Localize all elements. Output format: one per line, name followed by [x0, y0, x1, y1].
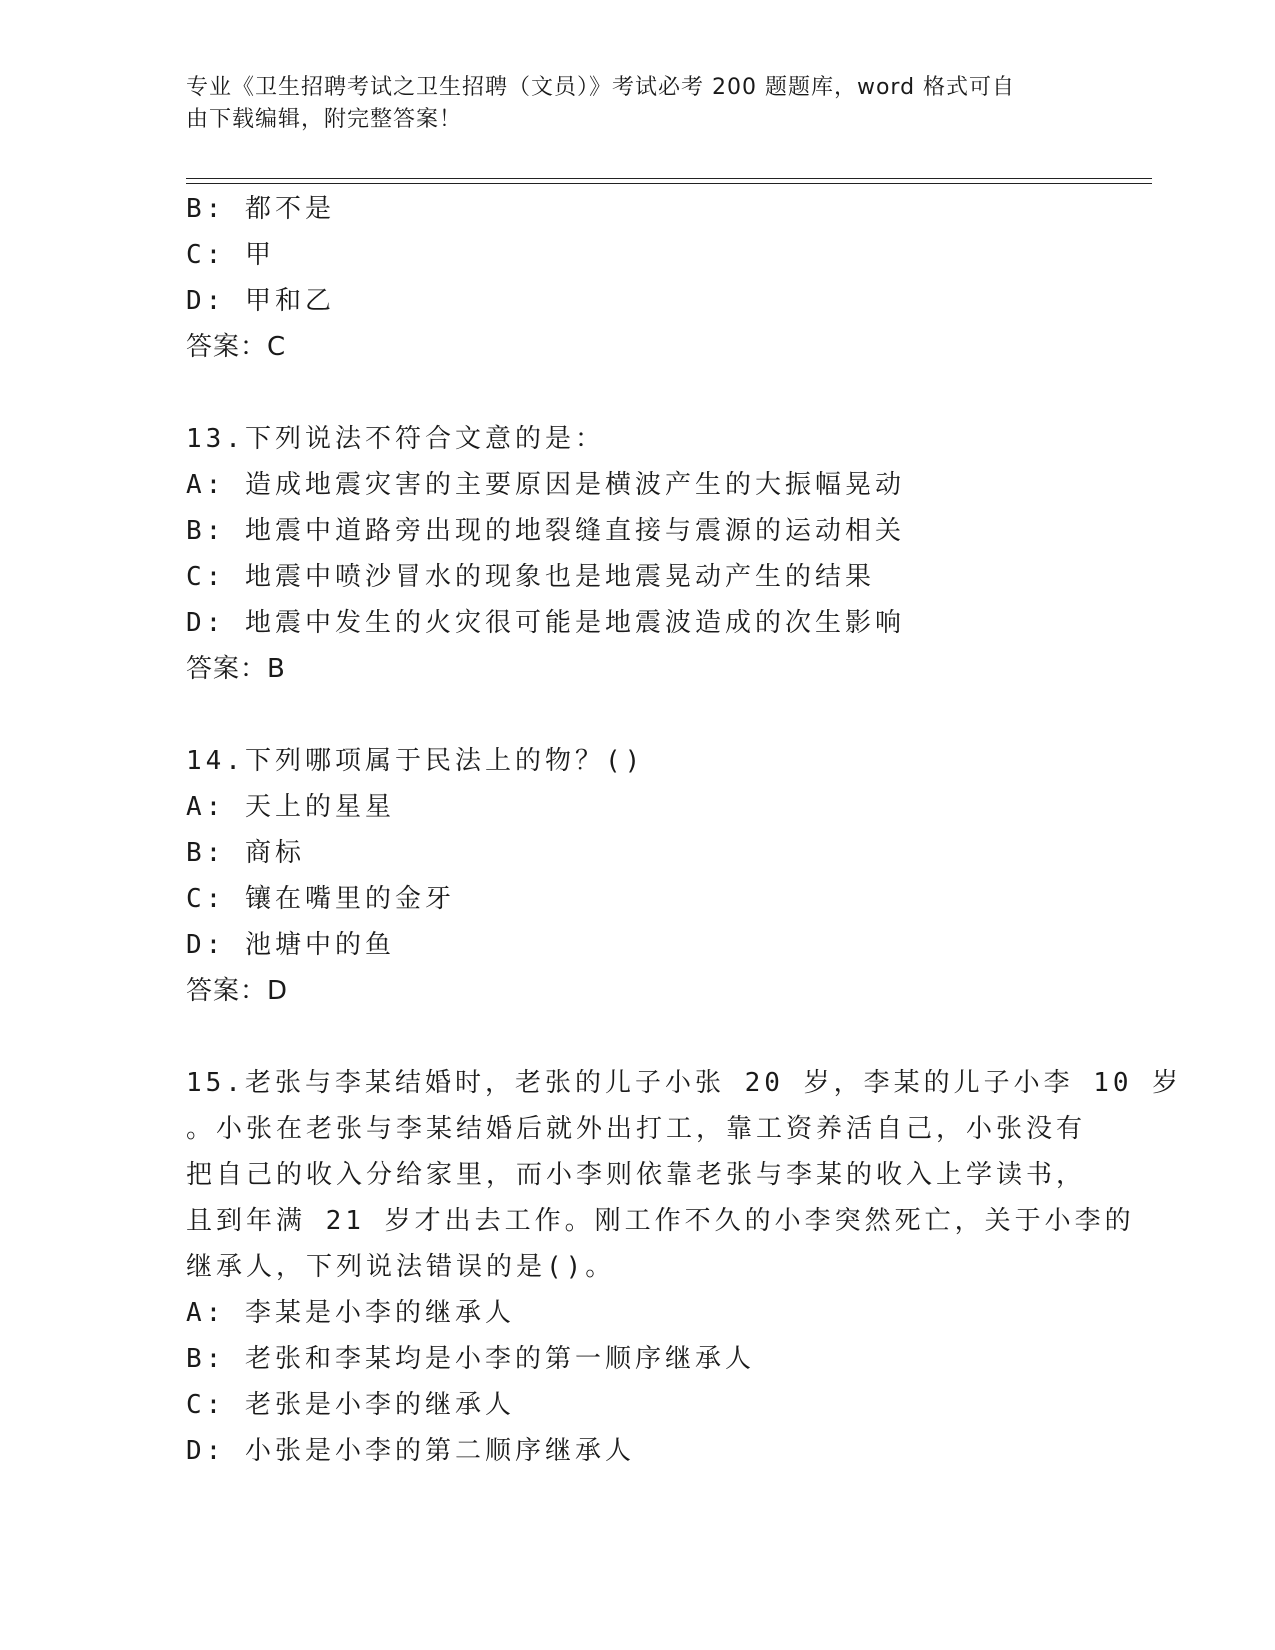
answer-line: 答案：D: [186, 976, 289, 1006]
option-b: B: 商标: [186, 838, 305, 868]
question-stem-line-5: 继承人，下列说法错误的是()。: [186, 1252, 616, 1282]
question-stem-line-4: 且到年满 21 岁才出去工作。刚工作不久的小李突然死亡，关于小李的: [186, 1206, 1135, 1236]
option-d: D: 池塘中的鱼: [186, 930, 395, 960]
option-d: D: 甲和乙: [186, 286, 335, 316]
option-c: C: 老张是小李的继承人: [186, 1390, 515, 1420]
option-b: B: 地震中道路旁出现的地裂缝直接与震源的运动相关: [186, 516, 905, 546]
option-c: C: 镶在嘴里的金牙: [186, 884, 455, 914]
spacer: [186, 692, 1066, 738]
previous-question: [186, 186, 1066, 370]
header-divider: [186, 178, 1152, 184]
option-a: A: 李某是小李的继承人: [186, 1298, 515, 1328]
option-d: D: 地震中发生的火灾很可能是地震波造成的次生影响: [186, 608, 905, 638]
answer-line: 答案：B: [186, 654, 286, 684]
option-b: B: 老张和李某均是小李的第一顺序继承人: [186, 1344, 755, 1374]
spacer: [186, 370, 1066, 416]
option-d: D: 小张是小李的第二顺序继承人: [186, 1436, 635, 1466]
option-a: A: 造成地震灾害的主要原因是横波产生的大振幅晃动: [186, 470, 905, 500]
option-b: B: 都不是: [186, 194, 335, 224]
header-line-2: 由下载编辑，附完整答案！: [186, 107, 463, 132]
question-13: [186, 416, 1066, 692]
question-stem-line-1: 15.老张与李某结婚时，老张的儿子小张 20 岁，李某的儿子小李 10 岁: [186, 1068, 1183, 1098]
question-stem-line-3: 把自己的收入分给家里，而小李则依靠老张与李某的收入上学读书，: [186, 1160, 1087, 1190]
option-a: A: 天上的星星: [186, 792, 395, 822]
question-stem: 14.下列哪项属于民法上的物？(): [186, 746, 645, 776]
option-c: C: 地震中喷沙冒水的现象也是地震晃动产生的结果: [186, 562, 875, 592]
question-stem: 13.下列说法不符合文意的是：: [186, 424, 605, 454]
spacer: [186, 1014, 1066, 1060]
question-stem-line-2: 。小张在老张与李某结婚后就外出打工，靠工资养活自己，小张没有: [186, 1114, 1087, 1144]
answer-line: 答案：C: [186, 332, 287, 362]
question-14: [186, 738, 1066, 1014]
question-15: [186, 1060, 1183, 1474]
option-c: C: 甲: [186, 240, 275, 270]
header-line-1: 专业《卫生招聘考试之卫生招聘（文员）》考试必考 200 题题库，word 格式可自: [186, 75, 1016, 100]
question-list: [186, 186, 1183, 1474]
document-header: [186, 72, 1086, 136]
